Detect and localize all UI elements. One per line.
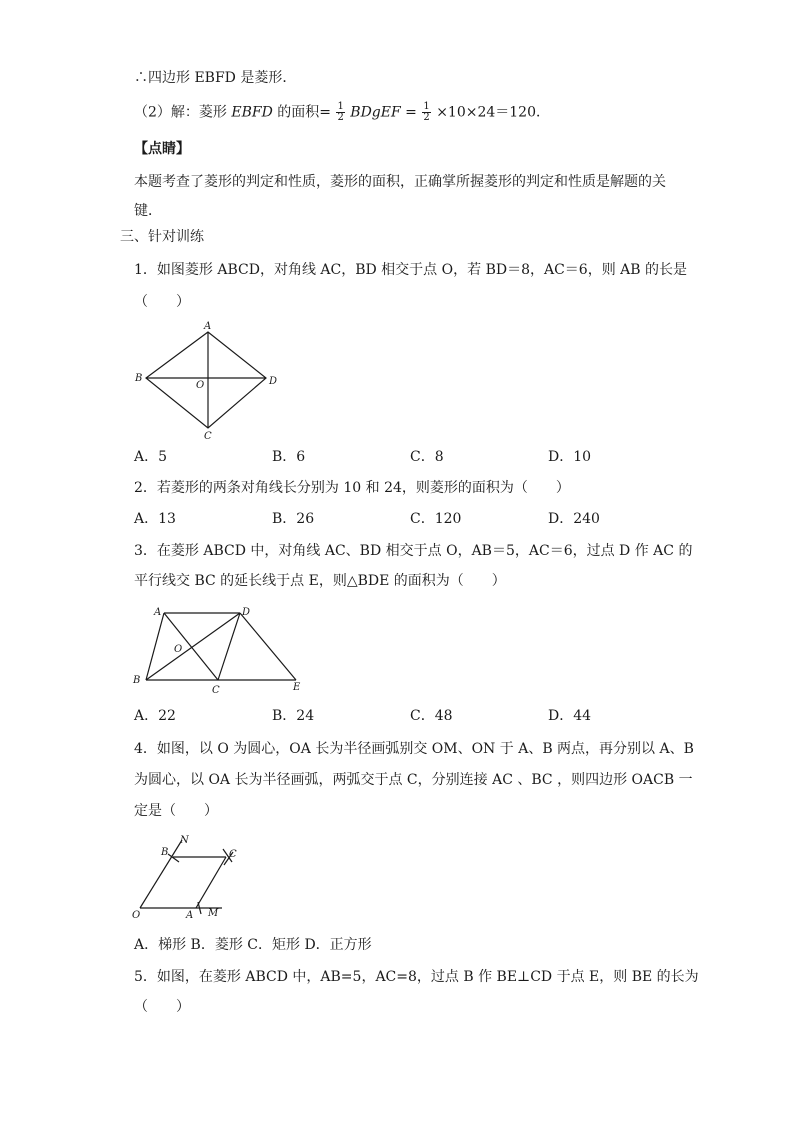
q2-option-a[interactable]: A．13	[134, 511, 176, 527]
part2-prefix: （2）解：菱形	[134, 104, 227, 121]
q1-label-d: D	[269, 376, 278, 387]
q3-label-b: B	[133, 675, 141, 686]
q4-label-n: N	[180, 835, 189, 846]
q2-line-1: 2．若菱形的两条对角线长分别为 10 和 24，则菱形的面积为（ ）	[134, 480, 570, 496]
q1-label-o: O	[196, 380, 205, 391]
fraction-half-1	[336, 102, 344, 123]
part2-eq: =	[405, 104, 422, 121]
part2-expr2: ×10×24＝120．	[436, 104, 550, 121]
q5-line-2: （ ）	[134, 999, 190, 1015]
frac2-num: 1	[423, 101, 430, 112]
q4-label-m: M	[208, 908, 219, 919]
q4-rhombus-figure	[130, 832, 250, 922]
q3-option-a[interactable]: A．22	[134, 708, 176, 724]
q3-option-b[interactable]: B．24	[272, 708, 315, 724]
q3-label-d: D	[242, 607, 251, 618]
frac1-num: 1	[337, 101, 344, 112]
q1-rhombus-figure	[130, 320, 290, 440]
part2-expr1: BDgEF	[350, 104, 401, 121]
q1-label-c: C	[204, 431, 212, 440]
therefore-line: ∴四边形 EBFD 是菱形．	[134, 70, 297, 86]
section-title: 三、针对训练	[120, 229, 204, 245]
q1-line-1: 1．如图菱形 ABCD，对角线 AC，BD 相交于点 O，若 BD＝8，AC＝6，则 AB 的长是	[134, 262, 688, 278]
q2-option-d[interactable]: D．240	[548, 511, 600, 527]
q3-option-d[interactable]: D．44	[548, 708, 592, 724]
q3-label-o: O	[174, 644, 183, 655]
comment-heading: 【点睛】	[134, 141, 190, 157]
q3-label-c: C	[212, 685, 220, 696]
q3-option-c[interactable]: C．48	[410, 708, 453, 724]
q3-trapezoid-figure	[128, 603, 318, 698]
q1-option-b[interactable]: B．6	[272, 449, 306, 465]
q5-line-1: 5．如图，在菱形 ABCD 中，AB=5，AC=8，过点 B 作 BE⊥CD 于点 E，则 BE 的长为	[134, 969, 699, 985]
q4-options[interactable]: A．梯形 B．菱形 C．矩形 D．正方形	[134, 937, 372, 953]
q1-option-c[interactable]: C．8	[410, 449, 444, 465]
q1-label-a: A	[204, 321, 212, 332]
part2-line	[134, 102, 550, 123]
q4-label-b: B	[161, 847, 169, 858]
q2-option-c[interactable]: C．120	[410, 511, 462, 527]
q3-line-1: 3．在菱形 ABCD 中，对角线 AC、BD 相交于点 O，AB＝5，AC＝6，过点 D 作 AC 的	[134, 543, 693, 559]
q3-label-a: A	[154, 607, 162, 618]
q4-line-1: 4．如图，以 O 为圆心，OA 长为半径画弧别交 OM、ON 于 A、B 两点，再分别以 A、B	[134, 741, 694, 757]
comment-line-2: 键．	[134, 203, 162, 219]
q4-label-c: C	[229, 849, 237, 860]
q1-line-2: （ ）	[134, 294, 190, 310]
q1-option-a[interactable]: A．5	[134, 449, 168, 465]
q4-label-a: A	[186, 910, 194, 921]
part2-mid: 的面积=	[277, 104, 332, 121]
q3-line-2: 平行线交 BC 的延长线于点 E，则△BDE 的面积为（ ）	[134, 573, 506, 589]
q4-line-2: 为圆心，以 OA 长为半径画弧，两弧交于点 C，分别连接 AC 、BC ，则四边形 OACB 一	[134, 772, 693, 788]
q4-label-o: O	[132, 910, 141, 921]
part2-shape: EBFD	[231, 104, 273, 121]
fraction-half-2	[422, 102, 430, 123]
q1-label-b: B	[135, 373, 143, 384]
comment-line-1: 本题考查了菱形的判定和性质，菱形的面积，正确掌所握菱形的判定和性质是解题的关	[134, 174, 666, 190]
frac2-den: 2	[423, 112, 430, 123]
frac1-den: 2	[337, 112, 344, 123]
q2-option-b[interactable]: B．26	[272, 511, 315, 527]
q3-label-e: E	[293, 682, 301, 693]
q1-option-d[interactable]: D．10	[548, 449, 592, 465]
q4-line-3: 定是（ ）	[134, 803, 218, 819]
